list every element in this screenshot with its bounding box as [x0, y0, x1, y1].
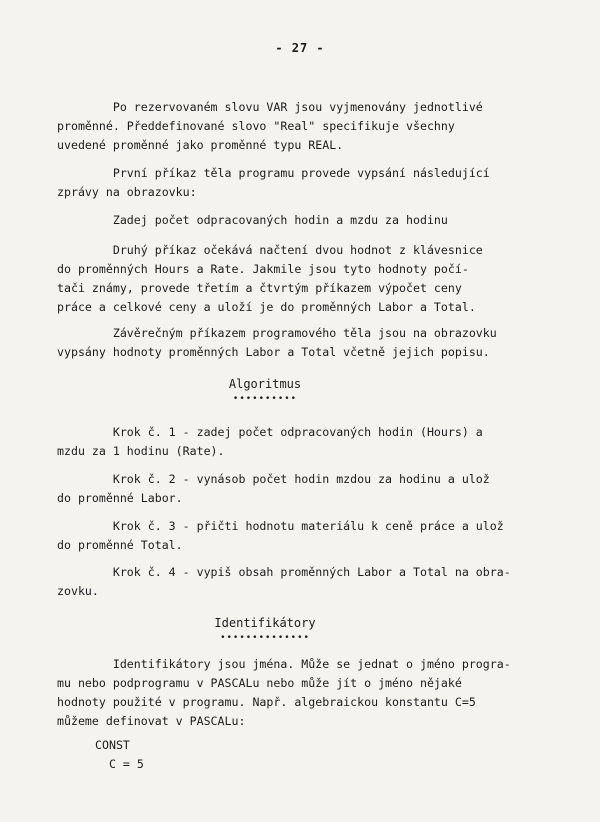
code-example-const: [95, 736, 144, 774]
text-line: vypsány hodnoty proměnných Labor a Total včetně jejich popisu.: [57, 345, 490, 359]
text-line: Krok č. 3 - přičti hodnotu materiálu k ceně práce a ulož: [57, 519, 504, 533]
algorithm-step-3: [57, 517, 517, 555]
paragraph-final-command: [57, 324, 517, 362]
text-line: Identifikátory jsou jména. Může se jednat o jméno progra-: [57, 657, 511, 671]
paragraph-var-declaration: [57, 98, 517, 155]
heading-text: Algoritmus: [228, 377, 302, 391]
algorithm-step-2: [57, 470, 517, 508]
text-line: mu nebo podprogramu v PASCALu nebo může jít o jméno nějaké: [57, 676, 462, 690]
text-line: Zadej počet odpracovaných hodin a mzdu za hodinu: [57, 213, 448, 227]
code-line: CONST: [95, 738, 130, 752]
algorithm-step-4: [57, 563, 517, 601]
text-line: můžeme definovat v PASCALu:: [57, 714, 246, 728]
text-line: proměnné. Předdefinované slovo "Real" specifikuje všechny: [57, 119, 455, 133]
section-heading-algorithm: [0, 375, 530, 404]
text-line: Druhý příkaz očekává načtení dvou hodnot z klávesnice: [57, 243, 483, 257]
paragraph-identifiers: [57, 655, 517, 731]
text-line: Krok č. 1 - zadej počet odpracovaných hodin (Hours) a: [57, 425, 483, 439]
page-number: - 27 -: [275, 41, 325, 55]
code-line: C = 5: [95, 757, 144, 771]
text-line: Krok č. 2 - vynásob počet hodin mzdou za hodinu a ulož: [57, 472, 490, 486]
text-line: První příkaz těla programu provede vypsání následující: [57, 166, 490, 180]
paragraph-first-command: [57, 164, 517, 202]
paragraph-second-command: [57, 241, 517, 317]
text-line: uvedené proměnné jako proměnné typu REAL.: [57, 138, 344, 152]
heading-text: Identifikátory: [214, 616, 316, 630]
section-heading-identifiers: [0, 614, 530, 643]
algorithm-step-1: [57, 423, 517, 461]
text-line: do proměnné Labor.: [57, 491, 183, 505]
text-line: zovku.: [57, 584, 99, 598]
text-line: práce a celkové ceny a uloží je do proměnných Labor a Total.: [57, 300, 476, 314]
text-line: Krok č. 4 - vypiš obsah proměnných Labor a Total na obra-: [57, 565, 511, 579]
text-line: Závěrečným příkazem programového těla jsou na obrazovku: [57, 326, 497, 340]
text-line: do proměnné Total.: [57, 538, 183, 552]
text-line: hodnoty použité v programu. Např. algebraickou konstantu C=5: [57, 695, 476, 709]
heading-dotted-underline: ••••••••••: [232, 394, 298, 404]
text-line: zprávy na obrazovku:: [57, 185, 197, 199]
paragraph-prompt-message: [57, 211, 517, 230]
text-line: tači známy, provede třetím a čtvrtým příkazem výpočet ceny: [57, 281, 462, 295]
text-line: Po rezervovaném slovu VAR jsou vyjmenovány jednotlivé: [57, 100, 483, 114]
text-line: mzdu za 1 hodinu (Rate).: [57, 444, 225, 458]
heading-dotted-underline: ••••••••••••••: [220, 633, 310, 643]
text-line: do proměnných Hours a Rate. Jakmile jsou tyto hodnoty počí-: [57, 262, 469, 276]
